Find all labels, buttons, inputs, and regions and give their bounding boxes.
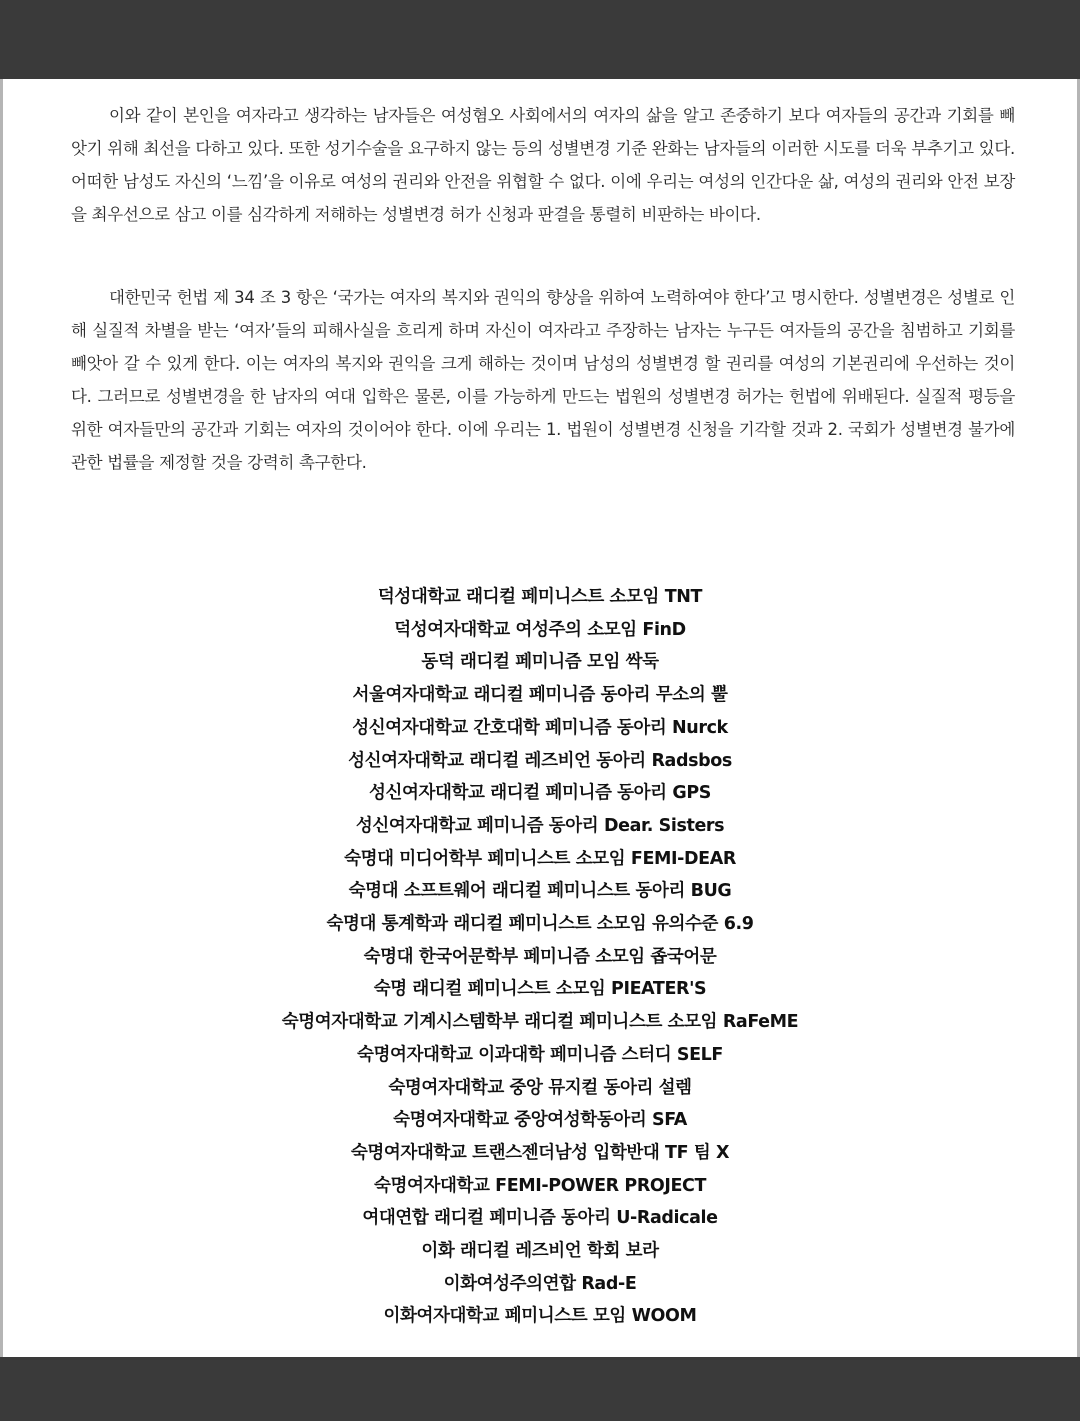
signatory-item: 숙명여자대학교 이과대학 페미니즘 스터디 SELF bbox=[357, 1044, 723, 1065]
signatory-item: 이화여성주의연합 Rad-E bbox=[443, 1273, 637, 1294]
signatory-item: 숙명대 미디어학부 페미니스트 소모임 FEMI-DEAR bbox=[344, 848, 736, 869]
paragraph-2 bbox=[71, 281, 1015, 479]
signatory-item: 덕성여자대학교 여성주의 소모임 FinD bbox=[394, 619, 686, 640]
signatory-item: 숙명여자대학교 기계시스템학부 래디컬 페미니스트 소모임 RaFeME bbox=[281, 1012, 799, 1033]
signatory-item: 숙명여자대학교 중앙여성학동아리 SFA bbox=[393, 1110, 687, 1131]
signatory-item: 숙명대 소프트웨어 래디컬 페미니스트 동아리 BUG bbox=[348, 881, 732, 902]
paragraph-2-text: 대한민국 헌법 제 34 조 3 항은 ‘국가는 여자의 복지와 권익의 향상을 위하여 노력하여야 한다’고 명시한다. 성별변경은 성별로 인해 실질적 차별을 받는 ‘여자’들의 피해사실을 흐리게 하며 자신이 여자라고 주장하는 남자는 누구든 여자들의 공간을 침범하고 기회를 빼앗아 갈 수 있게 한다. 이는 여자의 복지와 권익을 크게 해하는 것이며 남성의 성별변경 할 권리를 여성의 기본권리에 우선하는 것이다. 그러므로 성별변경을 한 남자의 여대 입학은 물론, 이를 가능하게 만드는 법원의 성별변경 허가는 헌법에 위배된다. 실질적 평등을 위한 여자들만의 공간과 기회는 여자의 것이어야 한다. 이에 우리는 1. 법원이 성별변경 신청을 기각할 것과 2. 국회가 성별변경 불가에 관한 법률을 제정할 것을 강력히 촉구한다. bbox=[71, 288, 1015, 472]
signatory-item: 숙명대 한국어문학부 페미니즘 소모임 좁국어문 bbox=[363, 946, 717, 967]
signatory-item: 이화여자대학교 페미니스트 모임 WOOM bbox=[383, 1306, 697, 1327]
signatory-item: 여대연합 래디컬 페미니즘 동아리 U-Radicale bbox=[362, 1208, 718, 1229]
paragraph-1 bbox=[71, 99, 1015, 231]
signatory-item: 성신여자대학교 페미니즘 동아리 Dear. Sisters bbox=[355, 815, 725, 836]
signatory-item: 성신여자대학교 래디컬 페미니즘 동아리 GPS bbox=[369, 783, 711, 804]
signatory-item: 덕성대학교 래디컬 페미니스트 소모임 TNT bbox=[377, 587, 703, 607]
signatory-item: 성신여자대학교 래디컬 레즈비언 동아리 Radsbos bbox=[348, 750, 732, 771]
signatory-item: 숙명 래디컬 페미니스트 소모임 PIEATER'S bbox=[373, 979, 707, 1000]
viewer-bottom-bar bbox=[0, 1357, 1080, 1421]
signatory-item: 숙명대 통계학과 래디컬 페미니스트 소모임 유의수준 6.9 bbox=[326, 914, 754, 935]
signatory-item: 성신여자대학교 간호대학 페미니즘 동아리 Nurck bbox=[352, 717, 728, 738]
signatory-item: 숙명여자대학교 트랜스젠더남성 입학반대 TF 팀 X bbox=[350, 1142, 730, 1163]
signatory-item: 숙명여자대학교 FEMI-POWER PROJECT bbox=[373, 1175, 707, 1196]
signatory-item: 동덕 래디컬 페미니즘 모임 싹둑 bbox=[421, 652, 659, 673]
paragraph-1-text: 이와 같이 본인을 여자라고 생각하는 남자들은 여성혐오 사회에서의 여자의 삶을 알고 존중하기 보다 여자들의 공간과 기회를 빼앗기 위해 최선을 다하고 있다. 또한 성기수술을 요구하지 않는 등의 성별변경 기준 완화는 남자들의 이러한 시도를 더욱 부추기고 있다. 어떠한 남성도 자신의 ‘느낌’을 이유로 여성의 권리와 안전을 위협할 수 없다. 이에 우리는 여성의 인간다운 삶, 여성의 권리와 안전 보장을 최우선으로 삼고 이를 심각하게 저해하는 성별변경 허가 신청과 판결을 통렬히 비판하는 바이다. bbox=[71, 106, 1015, 224]
viewer-top-bar bbox=[0, 0, 1080, 79]
document-page bbox=[0, 79, 1080, 1357]
signatory-list bbox=[3, 581, 1077, 1333]
signatory-item: 이화 래디컬 레즈비언 학회 보라 bbox=[421, 1241, 659, 1262]
signatory-item: 숙명여자대학교 중앙 뮤지컬 동아리 설렘 bbox=[388, 1077, 692, 1098]
signatory-item: 서울여자대학교 래디컬 페미니즘 동아리 무소의 뿔 bbox=[352, 685, 728, 706]
